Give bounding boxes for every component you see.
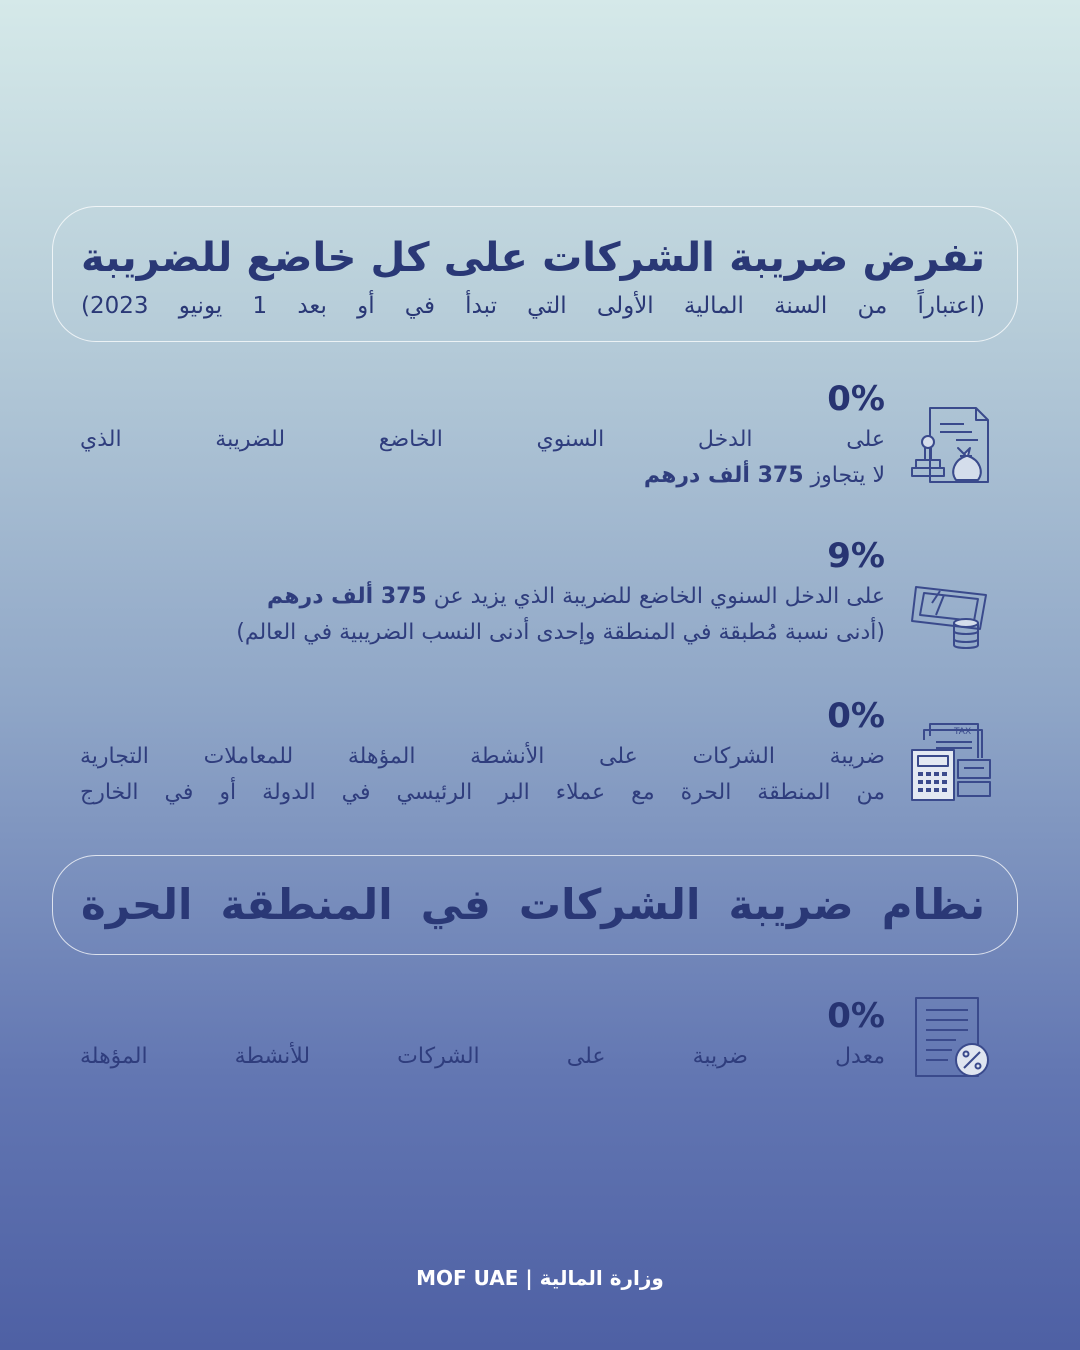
page-title: تفرض ضريبة الشركات على كل خاضع للضريبة [81,235,985,281]
tax-item-0-percent-free-zone-transactions [80,695,885,811]
footer-brand: وزارة المالية | MOF UAE [416,1266,664,1290]
tax-rate: 0% [827,996,885,1036]
item-description-line-1 [80,579,885,615]
item-description-line-2: (أدنى نسبة مُطبقة في المنطقة وإحدى أدنى النسب الضريبية في العالم) [236,620,885,645]
threshold-amount: 375 ألف درهم [267,584,427,609]
item-description-line-2 [80,458,885,494]
svg-text:TAX: TAX [954,727,972,737]
item-description-line-1: معدل ضريبة على الشركات للأنشطة المؤهلة [80,1044,885,1069]
document-percent-icon [906,992,996,1082]
tax-item-9-percent [80,535,885,651]
item-text: لا يتجاوز [803,463,885,488]
header-pill [52,206,1018,342]
item-description-line-1: على الدخل السنوي الخاضع للضريبة الذي [80,427,885,452]
stamp-document-moneybag-icon [906,400,996,490]
tax-item-0-percent-small-income [80,378,885,494]
banknote-coins-icon [906,565,996,655]
free-zone-section-pill [52,855,1018,955]
page-subtitle: (اعتباراً من السنة المالية الأولى التي تبدأ في أو بعد 1 يونيو 2023) [81,293,985,319]
tax-calculator-icon [906,718,996,808]
item-description-line-2: من المنطقة الحرة مع عملاء البر الرئيسي في الدولة أو في الخارج [80,780,885,805]
section-title: نظام ضريبة الشركات في المنطقة الحرة [81,880,985,929]
tax-rate: 0% [827,379,885,419]
threshold-amount: 375 ألف درهم [643,463,804,488]
tax-rate: 9% [827,536,885,576]
tax-rate: 0% [827,696,885,736]
item-description-line-1: ضريبة الشركات على الأنشطة المؤهلة للمعاملات التجارية [80,744,885,769]
item-text: على الدخل السنوي الخاضع للضريبة الذي يزيد عن [426,584,885,609]
tax-item-0-percent-qualifying-activities [80,995,885,1075]
